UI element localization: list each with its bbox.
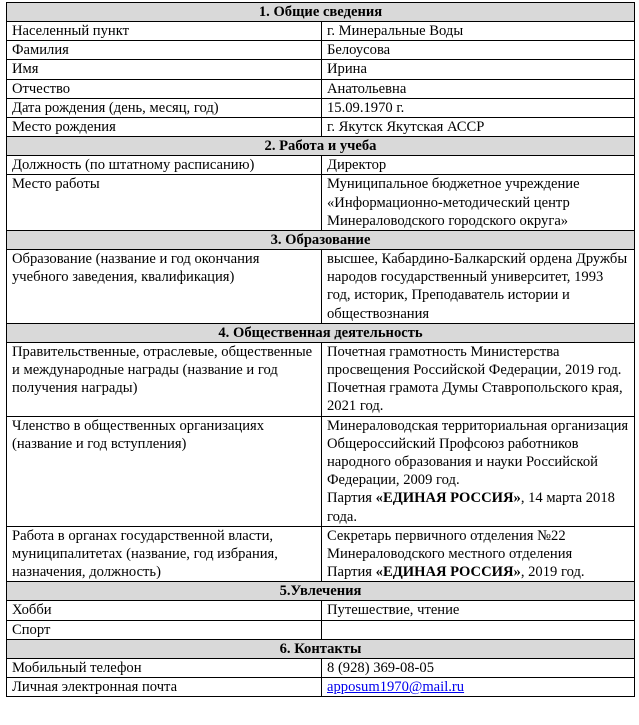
- table-row: [7, 98, 635, 117]
- row-label: Отчество: [7, 79, 322, 98]
- party-name: «ЕДИНАЯ РОССИЯ»: [375, 490, 521, 507]
- table-row: [7, 175, 635, 231]
- table-row: [7, 678, 635, 697]
- table-row: [7, 342, 635, 416]
- workplace-value: Муниципальное бюджетное учреждение «Информационно-методический центр Минераловодского городского округа»: [322, 175, 635, 231]
- phone-value: 8 (928) 369-08-05: [322, 658, 635, 677]
- section-header-contacts: [7, 639, 635, 658]
- membership-entry: Минераловодская территориальная организация Общероссийский Профсоюз работников народного образования и науки Российской Федерации, 2009 год.: [327, 417, 629, 489]
- section-header-public: [7, 323, 635, 342]
- section-header-work: [7, 137, 635, 156]
- sport-label: Спорт: [7, 620, 322, 639]
- party-suffix: , 2019 год.: [520, 564, 585, 581]
- awards-value: [322, 342, 635, 416]
- table-row: [7, 22, 635, 41]
- gov-entry: Секретарь первичного отделения №22 Минераловодского местного отделения: [327, 527, 573, 563]
- table-row: [7, 41, 635, 60]
- position-value: Директор: [322, 156, 635, 175]
- sport-value: [322, 620, 635, 639]
- table-row: [7, 416, 635, 526]
- membership-label: Членство в общественных организациях (название и год вступления): [7, 416, 322, 526]
- row-label: Место рождения: [7, 118, 322, 137]
- profile-table: [6, 2, 635, 697]
- row-value: Белоусова: [322, 41, 635, 60]
- row-value: 15.09.1970 г.: [322, 98, 635, 117]
- phone-label: Мобильный телефон: [7, 658, 322, 677]
- section-title: 3. Образование: [7, 231, 635, 250]
- table-row: [7, 156, 635, 175]
- row-label: Фамилия: [7, 41, 322, 60]
- row-value: г. Якутск Якутская АССР: [322, 118, 635, 137]
- row-label: Дата рождения (день, месяц, год): [7, 98, 322, 117]
- award-entry: Почетная грамота Думы Ставропольского края, 2021 год.: [327, 380, 623, 415]
- email-label: Личная электронная почта: [7, 678, 322, 697]
- party-prefix: Партия: [327, 490, 376, 507]
- row-value: г. Минеральные Воды: [322, 22, 635, 41]
- section-title: 4. Общественная деятельность: [7, 323, 635, 342]
- table-row: [7, 79, 635, 98]
- education-label: Образование (название и год окончания учебного заведения, квалификация): [7, 250, 322, 324]
- row-value: Анатольевна: [322, 79, 635, 98]
- membership-value: [322, 416, 635, 526]
- gov-party-entry: [327, 563, 630, 581]
- row-label: Имя: [7, 60, 322, 79]
- membership-party-entry: [327, 489, 630, 525]
- hobby-value: Путешествие, чтение: [322, 601, 635, 620]
- table-row: [7, 250, 635, 324]
- section-header-hobbies: [7, 582, 635, 601]
- section-title: 5.Увлечения: [7, 582, 635, 601]
- gov-work-label: Работа в органах государственной власти, муниципалитетах (название, год избрания, назначения, должность): [7, 526, 322, 582]
- award-entry: Почетная грамотность Министерства просвещения Российской Федерации, 2019 год.: [327, 343, 622, 379]
- table-row: [7, 526, 635, 582]
- table-row: [7, 658, 635, 677]
- section-header-education: [7, 231, 635, 250]
- party-name: «ЕДИНАЯ РОССИЯ»: [375, 564, 521, 581]
- row-value: Ирина: [322, 60, 635, 79]
- section-header-general: [7, 3, 635, 22]
- workplace-label: Место работы: [7, 175, 322, 231]
- section-title: 1. Общие сведения: [7, 3, 635, 22]
- table-row: [7, 601, 635, 620]
- party-suffix: , 14 марта 2018 года.: [327, 490, 615, 525]
- section-title: 2. Работа и учеба: [7, 137, 635, 156]
- table-row: [7, 118, 635, 137]
- email-link[interactable]: apposum1970@mail.ru: [327, 679, 465, 696]
- gov-work-value: [322, 526, 635, 582]
- education-value: высшее, Кабардино-Балкарский ордена Дружбы народов государственный университет, 1993 год, историк, Преподаватель истории и обществознания: [322, 250, 635, 324]
- hobby-label: Хобби: [7, 601, 322, 620]
- row-label: Населенный пункт: [7, 22, 322, 41]
- awards-label: Правительственные, отраслевые, общественные и международные награды (название и год получения награды): [7, 342, 322, 416]
- party-prefix: Партия: [327, 564, 376, 581]
- email-cell: [322, 678, 635, 697]
- position-label: Должность (по штатному расписанию): [7, 156, 322, 175]
- table-row: [7, 60, 635, 79]
- table-row: [7, 620, 635, 639]
- section-title: 6. Контакты: [7, 639, 635, 658]
